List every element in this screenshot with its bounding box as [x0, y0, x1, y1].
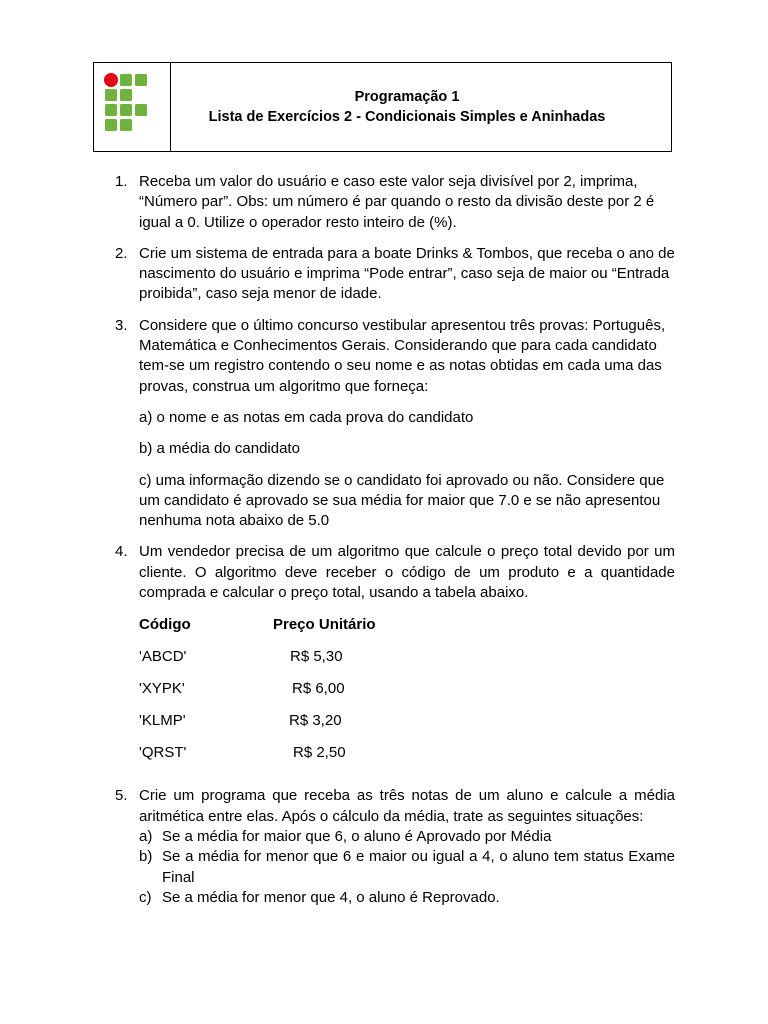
exercise-2: [115, 244, 675, 305]
price-table: [139, 615, 376, 775]
exercise-subitem-a: a) o nome e as notas em cada prova do candidato: [139, 408, 474, 426]
situation-text: Se a média for menor que 6 e maior ou igual a 4, o aluno tem status Exame Final: [162, 848, 675, 886]
code-header: Código: [139, 616, 191, 634]
exercise-text: Receba um valor do usuário e caso este valor seja divisível por 2, imprima, “Número par”. Obs: um número é par quando o resto da divisão deste por 2 é igual a 0. Utilize o operador resto inteiro de (%).: [139, 173, 655, 231]
exercise-1: [115, 172, 675, 233]
situation-letter: b): [139, 848, 153, 866]
exercise-3: [115, 316, 675, 532]
product-code: 'ABCD': [139, 648, 187, 666]
exercise-text: Um vendedor precisa de um algoritmo que calcule o preço total devido por um cliente. O algoritmo deve receber o código de um produto e a quantidade comprada e calcular o preço total, usando a tabela abaixo.: [139, 543, 675, 602]
price-header: Preço Unitário: [273, 616, 376, 634]
price-row: [139, 679, 376, 711]
situation-text: Se a média for menor que 4, o aluno é Reprovado.: [162, 888, 500, 906]
situation-letter: a): [139, 827, 153, 845]
product-code: 'KLMP': [139, 712, 186, 730]
situation-item: [139, 847, 675, 888]
exercise-text: Considere que o último concurso vestibular apresentou três provas: Português, Matemática e Conhecimentos Gerais. Considerando que para cada candidato tem-se um registro contendo o seu nome e as notas obtidas em cada uma das provas, construa um algoritmo que forneça:: [139, 316, 666, 395]
unit-price: R$ 2,50: [293, 744, 346, 762]
exercise-subitem-b: b) a média do candidato: [139, 440, 300, 458]
product-code: 'XYPK': [139, 680, 185, 698]
exercise-4: [115, 542, 675, 775]
unit-price: R$ 6,00: [292, 680, 345, 698]
exercise-list: [115, 172, 675, 919]
title-cell: [171, 63, 671, 151]
price-table-header: [139, 615, 376, 647]
situation-item: [139, 888, 675, 908]
price-row: [139, 647, 376, 679]
institution-logo-icon: [104, 73, 148, 131]
exercise-text: Crie um programa que receba as três notas de um aluno e calcule a média aritmética entre elas. Após o cálculo da média, trate as seguintes situações:: [139, 787, 675, 825]
document-subtitle: Lista de Exercícios 2 - Condicionais Simples e Aninhadas: [208, 109, 606, 125]
situation-text: Se a média for maior que 6, o aluno é Aprovado por Média: [162, 827, 552, 845]
exercise-number: 1.: [115, 173, 128, 190]
document-title: Programação 1: [354, 89, 460, 105]
exercise-text: Crie um sistema de entrada para a boate Drinks & Tombos, que receba o ano de nascimento do usuário e imprima “Pode entrar”, caso seja de maior ou “Entrada proibida”, caso seja menor de idade.: [139, 244, 675, 303]
unit-price: R$ 3,20: [289, 712, 342, 730]
product-code: 'QRST': [139, 744, 187, 762]
exercise-number: 5.: [115, 787, 128, 805]
exercise-number: 3.: [115, 316, 128, 334]
exercise-subitem-c: c) uma informação dizendo se o candidato foi aprovado ou não. Considere que um candidato é aprovado se sua média for maior que 7.0 e se não apresentou nenhuma nota abaixo de 5.0: [139, 471, 665, 530]
logo-cell: [94, 63, 171, 151]
header-box: [93, 62, 672, 152]
situation-list: [139, 827, 675, 908]
exercise-number: 2.: [115, 244, 128, 262]
exercise-number: 4.: [115, 543, 128, 561]
situation-item: [139, 827, 675, 847]
price-row: [139, 711, 376, 743]
situation-letter: c): [139, 888, 152, 906]
unit-price: R$ 5,30: [290, 648, 343, 666]
price-row: [139, 743, 376, 775]
exercise-5: [115, 786, 675, 908]
